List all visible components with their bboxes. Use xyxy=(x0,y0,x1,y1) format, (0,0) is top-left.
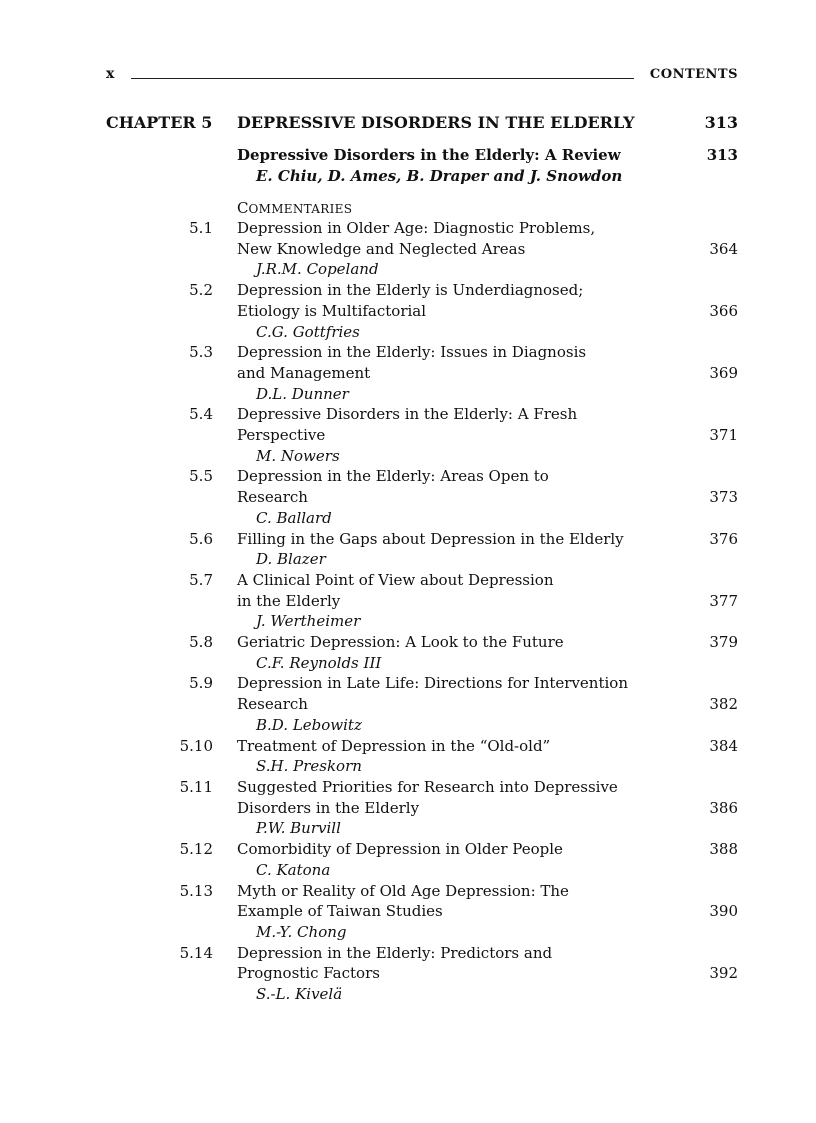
entry-title-line: Disorders in the Elderly xyxy=(237,798,420,817)
commentary-entry xyxy=(106,673,738,735)
entry-author: S.-L. Kivelä xyxy=(256,985,343,1004)
entry-title-line: Depressive Disorders in the Elderly: A Fresh xyxy=(237,405,578,424)
commentary-entry xyxy=(106,777,738,839)
entry-number: 5.8 xyxy=(189,633,213,652)
commentary-entry xyxy=(106,342,738,404)
commentary-entry xyxy=(106,839,738,880)
commentary-entry xyxy=(106,943,738,1005)
entry-page: 366 xyxy=(709,301,738,320)
entry-title-line: Example of Taiwan Studies xyxy=(237,902,443,921)
entry-title-line: Geriatric Depression: A Look to the Future xyxy=(237,633,564,652)
entry-body xyxy=(237,466,677,528)
entry-body xyxy=(237,570,677,632)
entry-author: D. Blazer xyxy=(256,550,326,569)
commentary-entry xyxy=(106,280,738,342)
entry-number: 5.11 xyxy=(179,777,213,796)
commentaries-rest: OMMENTARIES xyxy=(248,202,353,216)
entry-title-line: Prognostic Factors xyxy=(237,964,380,983)
commentary-entry xyxy=(106,466,738,528)
entry-page: 386 xyxy=(709,798,738,817)
entry-number: 5.5 xyxy=(189,467,213,486)
commentary-entry xyxy=(106,529,738,570)
entry-page: 379 xyxy=(709,633,738,652)
entry-page: 377 xyxy=(709,591,738,610)
entry-page: 373 xyxy=(709,488,738,507)
commentary-list xyxy=(106,218,738,1005)
entry-body xyxy=(237,218,677,280)
commentaries-heading xyxy=(237,198,352,220)
entry-number: 5.4 xyxy=(189,405,213,424)
entry-page: 390 xyxy=(709,902,738,921)
review-title: Depressive Disorders in the Elderly: A Review xyxy=(237,146,621,164)
entry-body xyxy=(237,280,677,342)
running-header xyxy=(106,64,738,88)
entry-author: C.F. Reynolds III xyxy=(256,653,382,672)
entry-number: 5.10 xyxy=(179,736,213,755)
entry-author: D.L. Dunner xyxy=(256,384,349,403)
entry-body xyxy=(237,839,677,880)
header-rule xyxy=(131,78,634,79)
entry-number: 5.12 xyxy=(179,840,213,859)
entry-page: 369 xyxy=(709,363,738,382)
entry-number: 5.3 xyxy=(189,343,213,362)
entry-title-line: in the Elderly xyxy=(237,591,341,610)
entry-title-line: Treatment of Depression in the “Old-old” xyxy=(237,736,551,755)
entry-body xyxy=(237,777,677,839)
running-title: CONTENTS xyxy=(649,67,738,82)
entry-page: 364 xyxy=(709,239,738,258)
entry-author: S.H. Preskorn xyxy=(256,757,362,776)
entry-number: 5.7 xyxy=(189,570,213,589)
entry-title-line: A Clinical Point of View about Depression xyxy=(237,570,554,589)
chapter-label: CHAPTER 5 xyxy=(106,113,213,132)
commentary-entry xyxy=(106,736,738,777)
entry-title-line: Depression in the Elderly: Areas Open to xyxy=(237,467,549,486)
entry-page: 392 xyxy=(709,964,738,983)
entry-page: 376 xyxy=(709,529,738,548)
entry-title-line: Comorbidity of Depression in Older People xyxy=(237,840,563,859)
entry-page: 388 xyxy=(709,840,738,859)
entry-title-line: Depression in Older Age: Diagnostic Problems, xyxy=(237,219,596,237)
commentary-entry xyxy=(106,404,738,466)
entry-body xyxy=(237,632,677,673)
entry-title-line: Etiology is Multifactorial xyxy=(237,301,427,320)
entry-title-line: Suggested Priorities for Research into Depressive xyxy=(237,777,618,796)
entry-title-line: Depression in the Elderly: Predictors and xyxy=(237,943,553,962)
entry-body xyxy=(237,673,677,735)
entry-number: 5.9 xyxy=(189,674,213,693)
entry-author: C.G. Gottfries xyxy=(256,322,360,341)
entry-body xyxy=(237,404,677,466)
entry-body xyxy=(237,881,677,943)
entry-page: 384 xyxy=(709,736,738,755)
entry-page: 382 xyxy=(709,695,738,714)
entry-author: J. Wertheimer xyxy=(256,612,361,631)
entry-author: B.D. Lebowitz xyxy=(256,715,362,734)
entry-number: 5.13 xyxy=(179,881,213,900)
review-authors: E. Chiu, D. Ames, B. Draper and J. Snowdon xyxy=(256,167,623,185)
entry-title-line: Myth or Reality of Old Age Depression: The xyxy=(237,881,569,900)
entry-author: C. Ballard xyxy=(256,508,332,527)
entry-page: 371 xyxy=(709,426,738,445)
entry-number: 5.14 xyxy=(179,943,213,962)
entry-title-line: Perspective xyxy=(237,426,326,445)
entry-number: 5.6 xyxy=(189,529,213,548)
entry-body xyxy=(237,529,677,570)
entry-body xyxy=(237,943,677,1005)
commentary-entry xyxy=(106,881,738,943)
entry-author: J.R.M. Copeland xyxy=(256,260,379,279)
commentary-entry xyxy=(106,570,738,632)
page-folio: x xyxy=(106,66,115,82)
entry-title-line: Depression in the Elderly: Issues in Diagnosis xyxy=(237,343,587,362)
chapter-heading xyxy=(106,113,738,137)
entry-author: M. Nowers xyxy=(256,446,340,465)
entry-body xyxy=(237,736,677,777)
entry-number: 5.1 xyxy=(189,219,213,237)
entry-title-line: Research xyxy=(237,695,308,714)
entry-body xyxy=(237,342,677,404)
entry-number: 5.2 xyxy=(189,281,213,300)
entry-title-line: New Knowledge and Neglected Areas xyxy=(237,239,526,258)
review-page: 313 xyxy=(706,146,738,164)
entry-title-line: Research xyxy=(237,488,308,507)
chapter-page: 313 xyxy=(704,113,738,132)
entry-title-line: Filling in the Gaps about Depression in the Elderly xyxy=(237,529,624,548)
review-entry xyxy=(237,145,738,187)
commentary-entry xyxy=(106,632,738,673)
entry-title-line: and Management xyxy=(237,363,371,382)
commentaries-initial: C xyxy=(237,199,249,217)
entry-author: M.-Y. Chong xyxy=(256,922,347,941)
entry-author: P.W. Burvill xyxy=(256,819,341,838)
chapter-title: DEPRESSIVE DISORDERS IN THE ELDERLY xyxy=(237,113,635,132)
entry-title-line: Depression in Late Life: Directions for Intervention xyxy=(237,674,628,693)
entry-title-line: Depression in the Elderly is Underdiagnosed; xyxy=(237,281,584,300)
commentary-entry xyxy=(106,218,738,280)
entry-author: C. Katona xyxy=(256,860,331,879)
